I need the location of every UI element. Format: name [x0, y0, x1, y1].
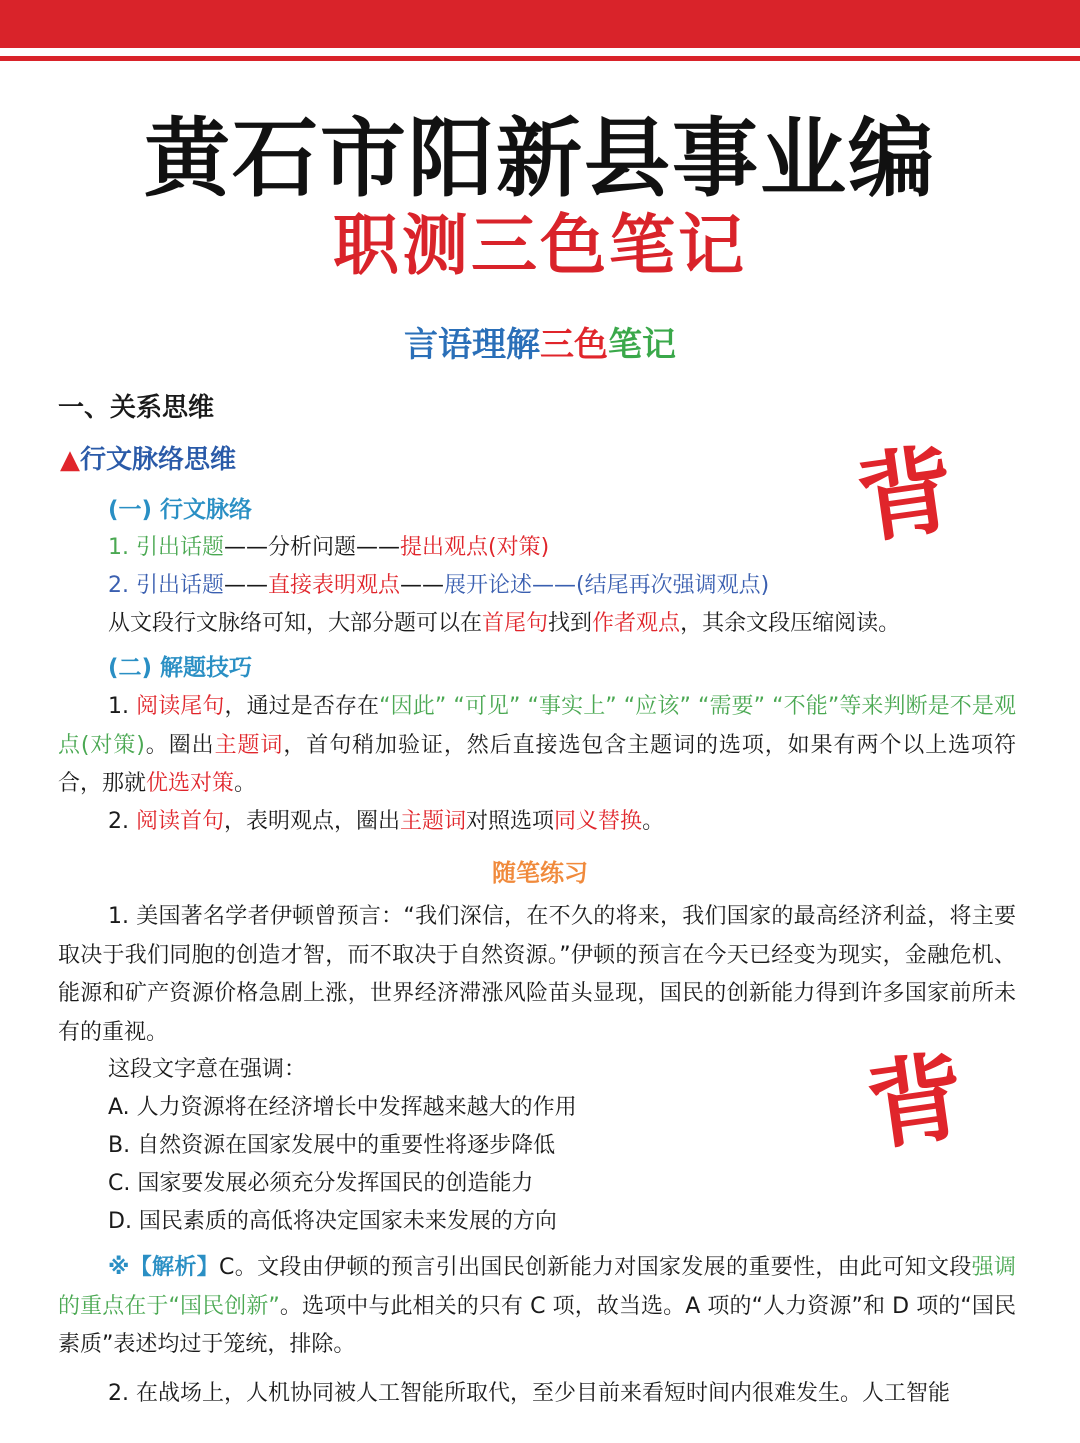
flow-3-c: 找到: [548, 611, 593, 636]
tip1-e: 。圈出: [144, 732, 215, 758]
tip2-b: 阅读首句: [135, 809, 224, 834]
tip2-g: 。: [642, 809, 665, 834]
tip2-a: 2.: [108, 809, 136, 834]
flow-2-f: (结尾再次强调观点): [576, 573, 770, 598]
tip1-b: 阅读尾句: [136, 694, 225, 719]
section-heading: 一、关系思维: [58, 393, 215, 423]
question-1-stem: 1. 美国著名学者伊顿曾预言：“我们深信，在不久的将来，我们国家的最高经济利益，将主要取决于我们同胞的创造才智，而不取决于自然资源。”伊顿的预言在今天已经变为现实，金融危机、能源和矿产资源价格急剧上涨，世界经济滞涨风险苗头显现，国民的创新能力得到许多国家前所未有的重视。: [58, 904, 1016, 1045]
tip-paragraph-2: [108, 803, 664, 842]
tip1-a: 1.: [108, 694, 137, 719]
tip1-h: 优选对策: [146, 771, 235, 796]
flow-2-d: ——: [400, 573, 444, 598]
question-2-stem: 2. 在战场上，人机协同被人工智能所取代，至少目前来看短时间内很难发生。人工智能: [108, 1381, 950, 1406]
flow-1-c: 提出观点(对策): [400, 535, 550, 560]
option-d: D. 国民素质的高低将决定国家未来发展的方向: [108, 1209, 557, 1234]
tip1-c: ，通过是否存在: [224, 694, 380, 719]
flow-3-d: 作者观点: [592, 611, 681, 636]
tip1-f: 主题词: [214, 732, 284, 758]
tip1-i: 。: [234, 771, 257, 796]
option-a: A. 人力资源将在经济增长中发挥越来越大的作用: [108, 1095, 577, 1120]
tip1-g: ，首句稍加验证，然后直接选包含主题词的选项，如果有两个以上选项符合，那就: [58, 732, 1016, 796]
notes-heading: [0, 320, 1080, 370]
top-red-banner: [0, 0, 1080, 48]
flow-3-b: 首尾句: [482, 611, 549, 636]
stamp-bei-1: 背: [850, 431, 962, 558]
analysis-a: C。文段由伊顿的预言引出国民创新能力对国家发展的重要性，由此可知文段: [219, 1255, 972, 1280]
stamp-bei-2: 背: [860, 1038, 972, 1165]
analysis-b: 强调的重点在于“国民创新”: [58, 1255, 1016, 1319]
tip2-f: 同义替换: [554, 809, 643, 834]
tip-paragraph-1: [58, 688, 1016, 804]
flow-line-2: [108, 567, 769, 606]
tip2-e: 对照选项: [466, 809, 555, 834]
flow-2-e: 展开论述——: [444, 573, 577, 598]
analysis-label: ※【解析】: [108, 1255, 220, 1280]
top-red-rule: [0, 56, 1080, 61]
flow-2-c: 直接表明观点: [267, 573, 400, 598]
practice-heading: 随笔练习: [492, 859, 588, 887]
analysis-c: 。选项中与此相关的只有 C 项，故当选。A 项的“人力资源”和 D 项的“国民素质”表述均过于笼统，排除。: [58, 1293, 1017, 1357]
page-subtitle: 职测三色笔记: [333, 206, 747, 284]
flow-3-a: 从文段行文脉络可知，大部分题可以在: [108, 611, 483, 636]
tip2-d: 主题词: [400, 809, 467, 834]
subsection-heading-label: 行文脉络思维: [80, 445, 237, 475]
notes-heading-part3: 笔记: [608, 325, 676, 365]
flow-1-a: 1. 引出话题: [108, 535, 224, 560]
flow-line-1: [108, 529, 549, 568]
flow-1-b: ——分析问题——: [223, 535, 400, 560]
triangle-icon: ▲: [60, 445, 80, 475]
part2-heading: (二) 解题技巧: [108, 655, 253, 681]
flow-2-a: 2. 引出话题: [108, 573, 224, 598]
question-1-analysis: [58, 1249, 1016, 1365]
option-c: C. 国家要发展必须充分发挥国民的创造能力: [108, 1171, 534, 1196]
notes-heading-part2: 三色: [540, 325, 608, 365]
option-b: B. 自然资源在国家发展中的重要性将逐步降低: [108, 1133, 556, 1158]
tip1-d: “因此” “可见” “事实上” “应该” “需要” “不能”等来判断是不是观点(对策): [58, 694, 1016, 758]
subsection-heading: [60, 440, 236, 480]
part1-heading: (一) 行文脉络: [108, 497, 253, 523]
notes-heading-part1: 言语理解: [404, 325, 540, 365]
flow-2-b: ——: [223, 573, 268, 598]
flow-line-3: [108, 605, 900, 644]
page-title: 黄石市阳新县事业编: [144, 108, 936, 209]
tip2-c: ，表明观点，圈出: [224, 809, 401, 834]
flow-3-e: ，其余文段压缩阅读。: [680, 611, 901, 636]
question-1-prompt: 这段文字意在强调：: [108, 1057, 307, 1082]
